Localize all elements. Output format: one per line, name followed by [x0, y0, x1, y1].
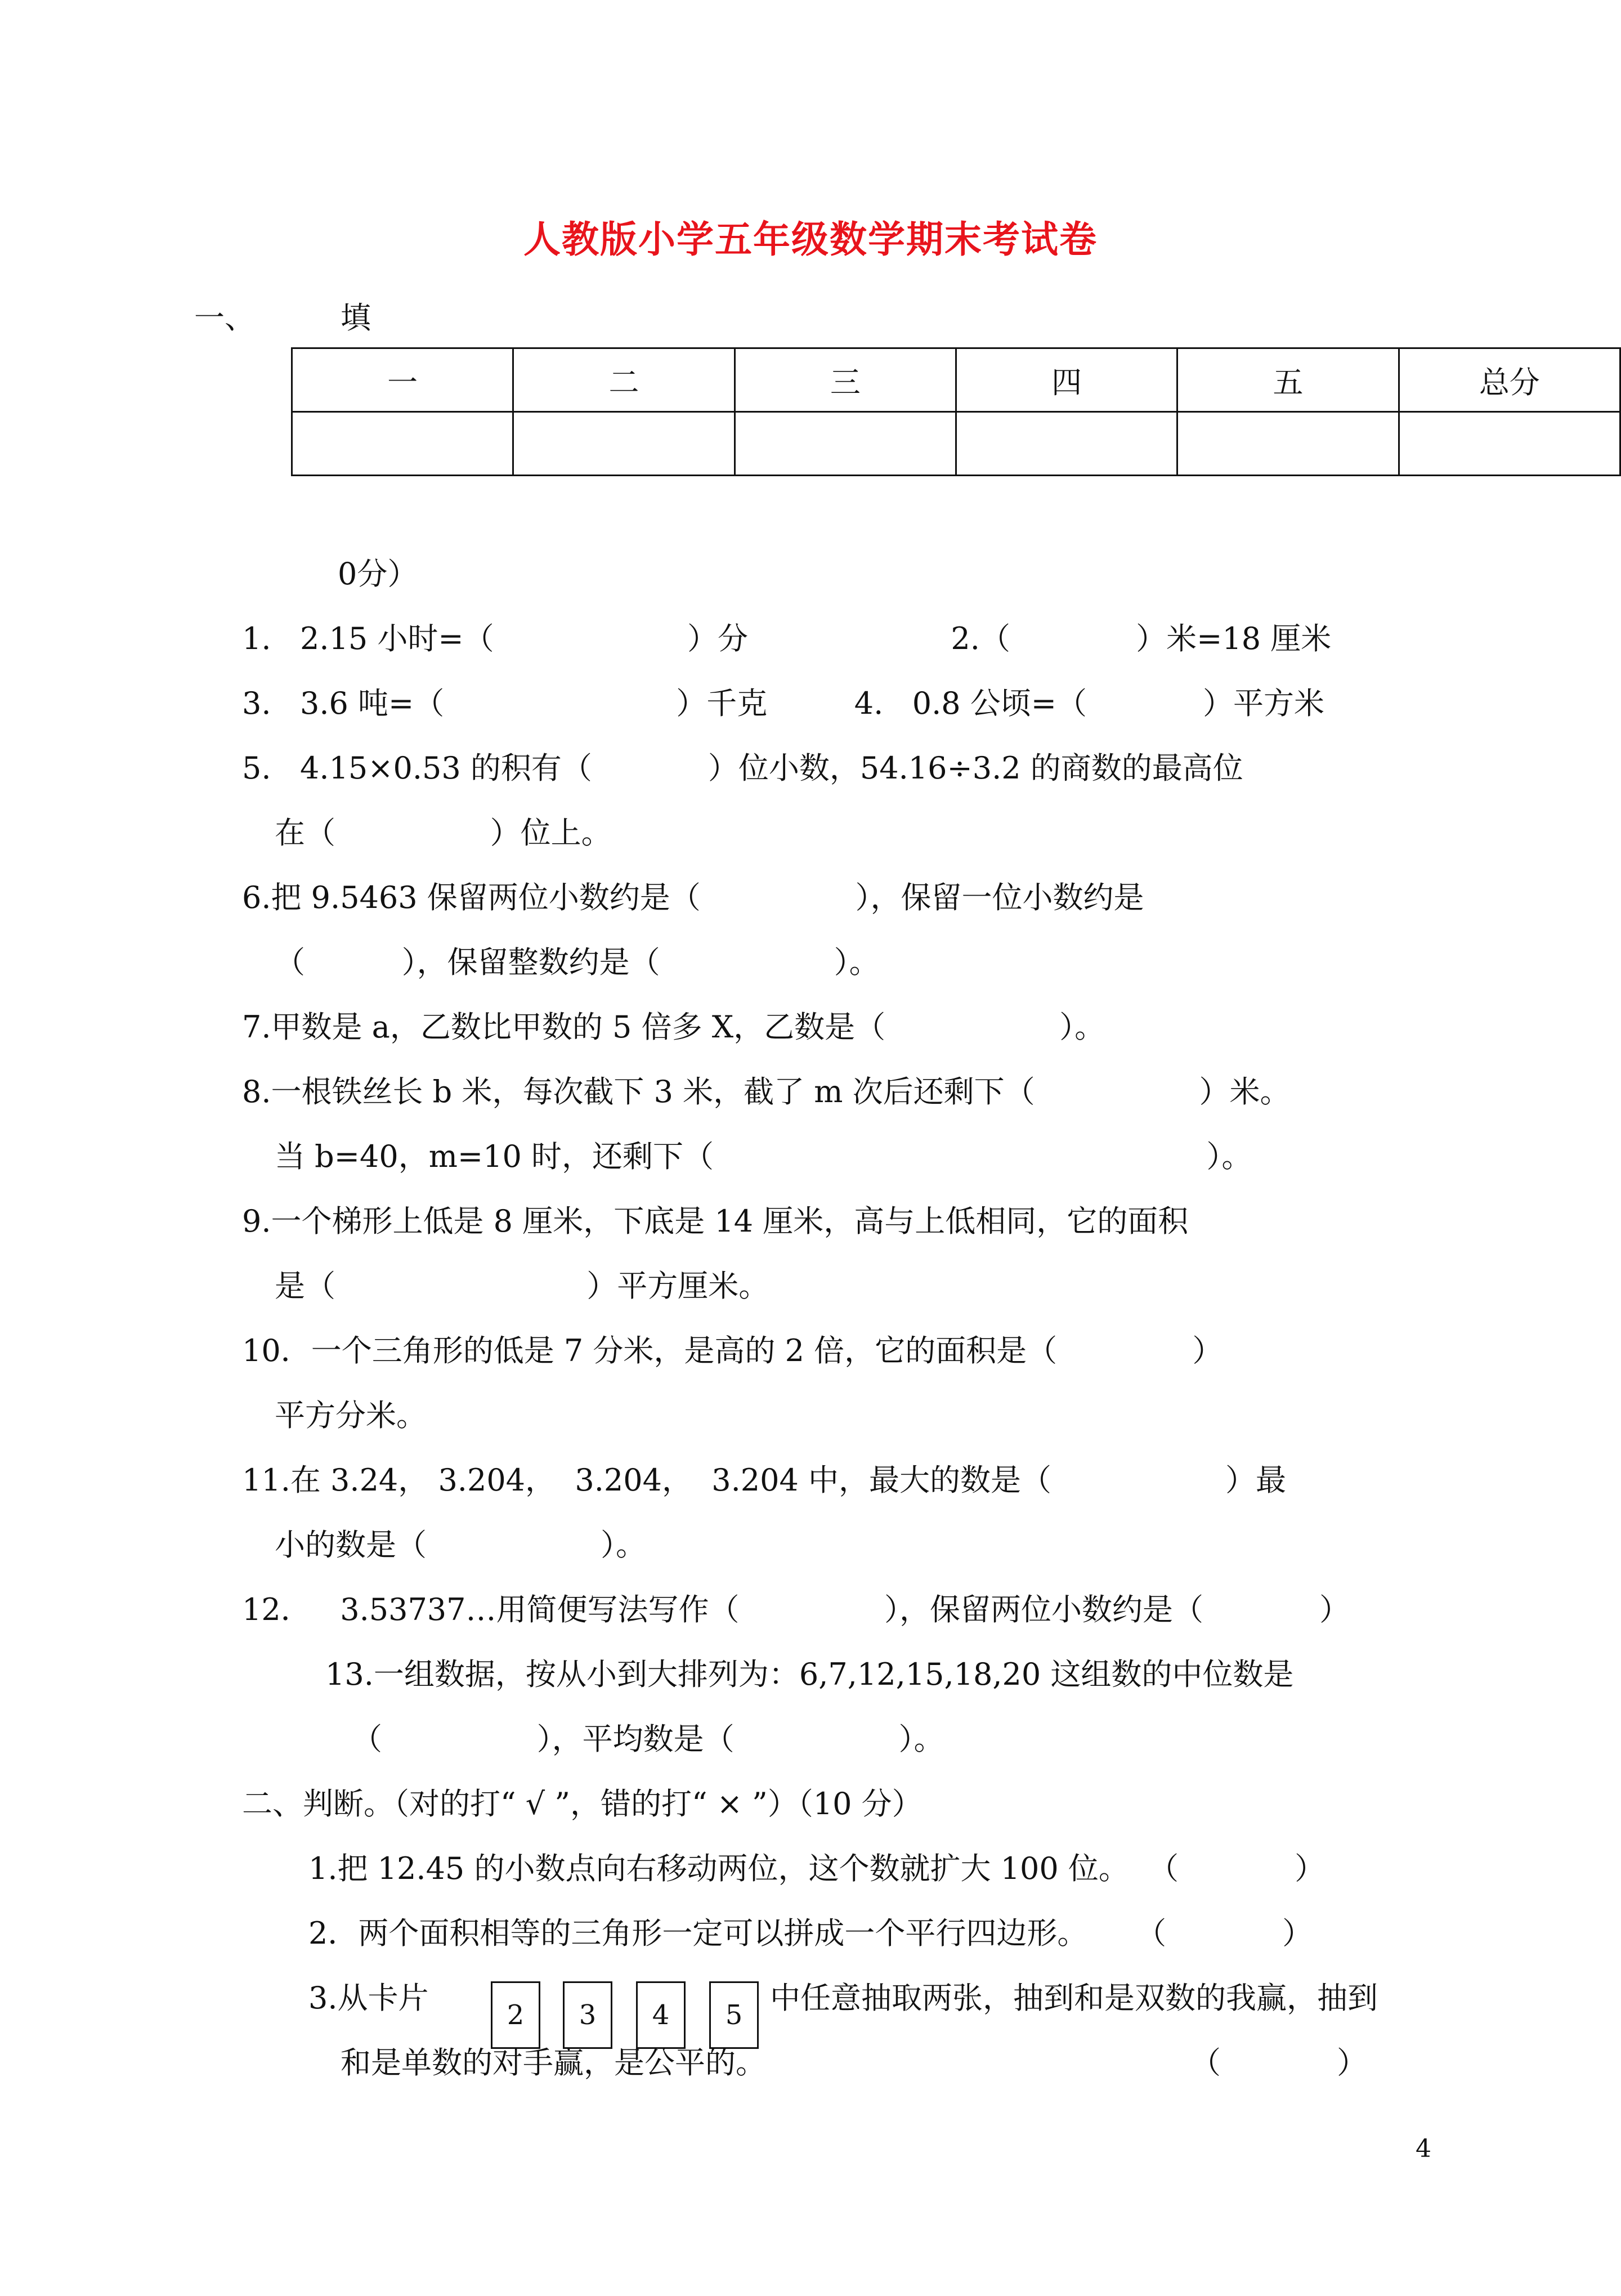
question-line: 12． 3.53737…用简便写法写作（ ），保留两位小数约是（ ） — [242, 1592, 1350, 1627]
section1-label: 填 — [341, 300, 371, 335]
question-line: 1. 2.15 小时=（ ）分 2.（ ）米=18 厘米 — [242, 621, 1332, 656]
section1-number: 一、 — [194, 300, 255, 335]
question-line: 9.一个梯形上低是 8 厘米，下底是 14 厘米，高与上低相同，它的面积 — [242, 1203, 1189, 1239]
page-number: 4 — [1416, 2134, 1431, 2163]
judge-question-3-suffix: 中任意抽取两张，抽到和是双数的我赢，抽到 — [770, 1980, 1378, 2016]
judge-question-3-line2: 和是单数的对手赢，是公平的。 — [341, 2045, 766, 2080]
question-line: 是（ ）平方厘米。 — [275, 1268, 769, 1304]
score-header-cell: 四 — [956, 348, 1177, 412]
number-card: 4 — [636, 1981, 686, 2049]
score-value-cell[interactable] — [956, 412, 1177, 476]
score-value-cell[interactable] — [292, 412, 513, 476]
number-card: 5 — [709, 1981, 759, 2049]
score-header-cell: 三 — [735, 348, 956, 412]
question-line: 3. 3.6 吨=（ ）千克 4. 0.8 公顷=（ ）平方米 — [242, 686, 1325, 721]
question-line: 6.把 9.5463 保留两位小数约是（ ），保留一位小数约是 — [242, 880, 1144, 915]
question-line: 11.在 3.24， 3.204， 3.204， 3.204 中，最大的数是（ ）最 — [242, 1462, 1287, 1498]
score-value-cell[interactable] — [513, 412, 735, 476]
score-header-cell: 二 — [513, 348, 735, 412]
question-line: 5. 4.15×0.53 的积有（ ）位小数，54.16÷3.2 的商数的最高位 — [242, 750, 1243, 786]
score-table-header-row — [292, 348, 1620, 412]
page-title: 人教版小学五年级数学期末考试卷 — [523, 217, 1098, 261]
section2-heading: 二、判断。（对的打“ √ ”，错的打“ × ”）（10 分） — [242, 1786, 923, 1821]
number-card: 3 — [563, 1981, 612, 2049]
score-value-cell[interactable] — [1177, 412, 1399, 476]
judge-question-3-prefix: 3.从卡片 — [308, 1980, 429, 2016]
question-line: 8.一根铁丝长 b 米，每次截下 3 米，截了 m 次后还剩下（ ）米。 — [242, 1074, 1291, 1109]
score-header-cell: 五 — [1177, 348, 1399, 412]
score-table-value-row — [292, 412, 1620, 476]
question-line: 平方分米。 — [275, 1398, 427, 1433]
score-value-cell[interactable] — [735, 412, 956, 476]
question-line: 13.一组数据，按从小到大排列为：6,7,12,15,18,20 这组数的中位数是 — [325, 1657, 1294, 1692]
judge-question-3-answer: （ ） — [1190, 2045, 1367, 2080]
number-card: 2 — [491, 1981, 540, 2049]
score-header-cell: 一 — [292, 348, 513, 412]
question-line: 在（ ）位上。 — [275, 815, 612, 851]
score-table — [291, 347, 1621, 476]
question-line: 小的数是（ ）。 — [275, 1527, 646, 1563]
question-line: （ ），保留整数约是（ ）。 — [275, 945, 880, 980]
section1-score-note: 0分） — [338, 556, 418, 592]
question-line: 10．一个三角形的低是 7 分米，是高的 2 倍，它的面积是（ ） — [242, 1333, 1223, 1368]
judge-question-1: 1.把 12.45 的小数点向右移动两位，这个数就扩大 100 位。 （ ） — [308, 1851, 1326, 1886]
question-line: 当 b=40，m=10 时，还剩下（ ）。 — [275, 1139, 1252, 1174]
question-line: （ ），平均数是（ ）。 — [352, 1721, 944, 1757]
judge-question-2: 2．两个面积相等的三角形一定可以拼成一个平行四边形。 （ ） — [308, 1915, 1313, 1951]
score-header-cell: 总分 — [1399, 348, 1620, 412]
score-value-cell[interactable] — [1399, 412, 1620, 476]
question-line: 7.甲数是 a，乙数比甲数的 5 倍多 X，乙数是（ ）。 — [242, 1009, 1105, 1045]
